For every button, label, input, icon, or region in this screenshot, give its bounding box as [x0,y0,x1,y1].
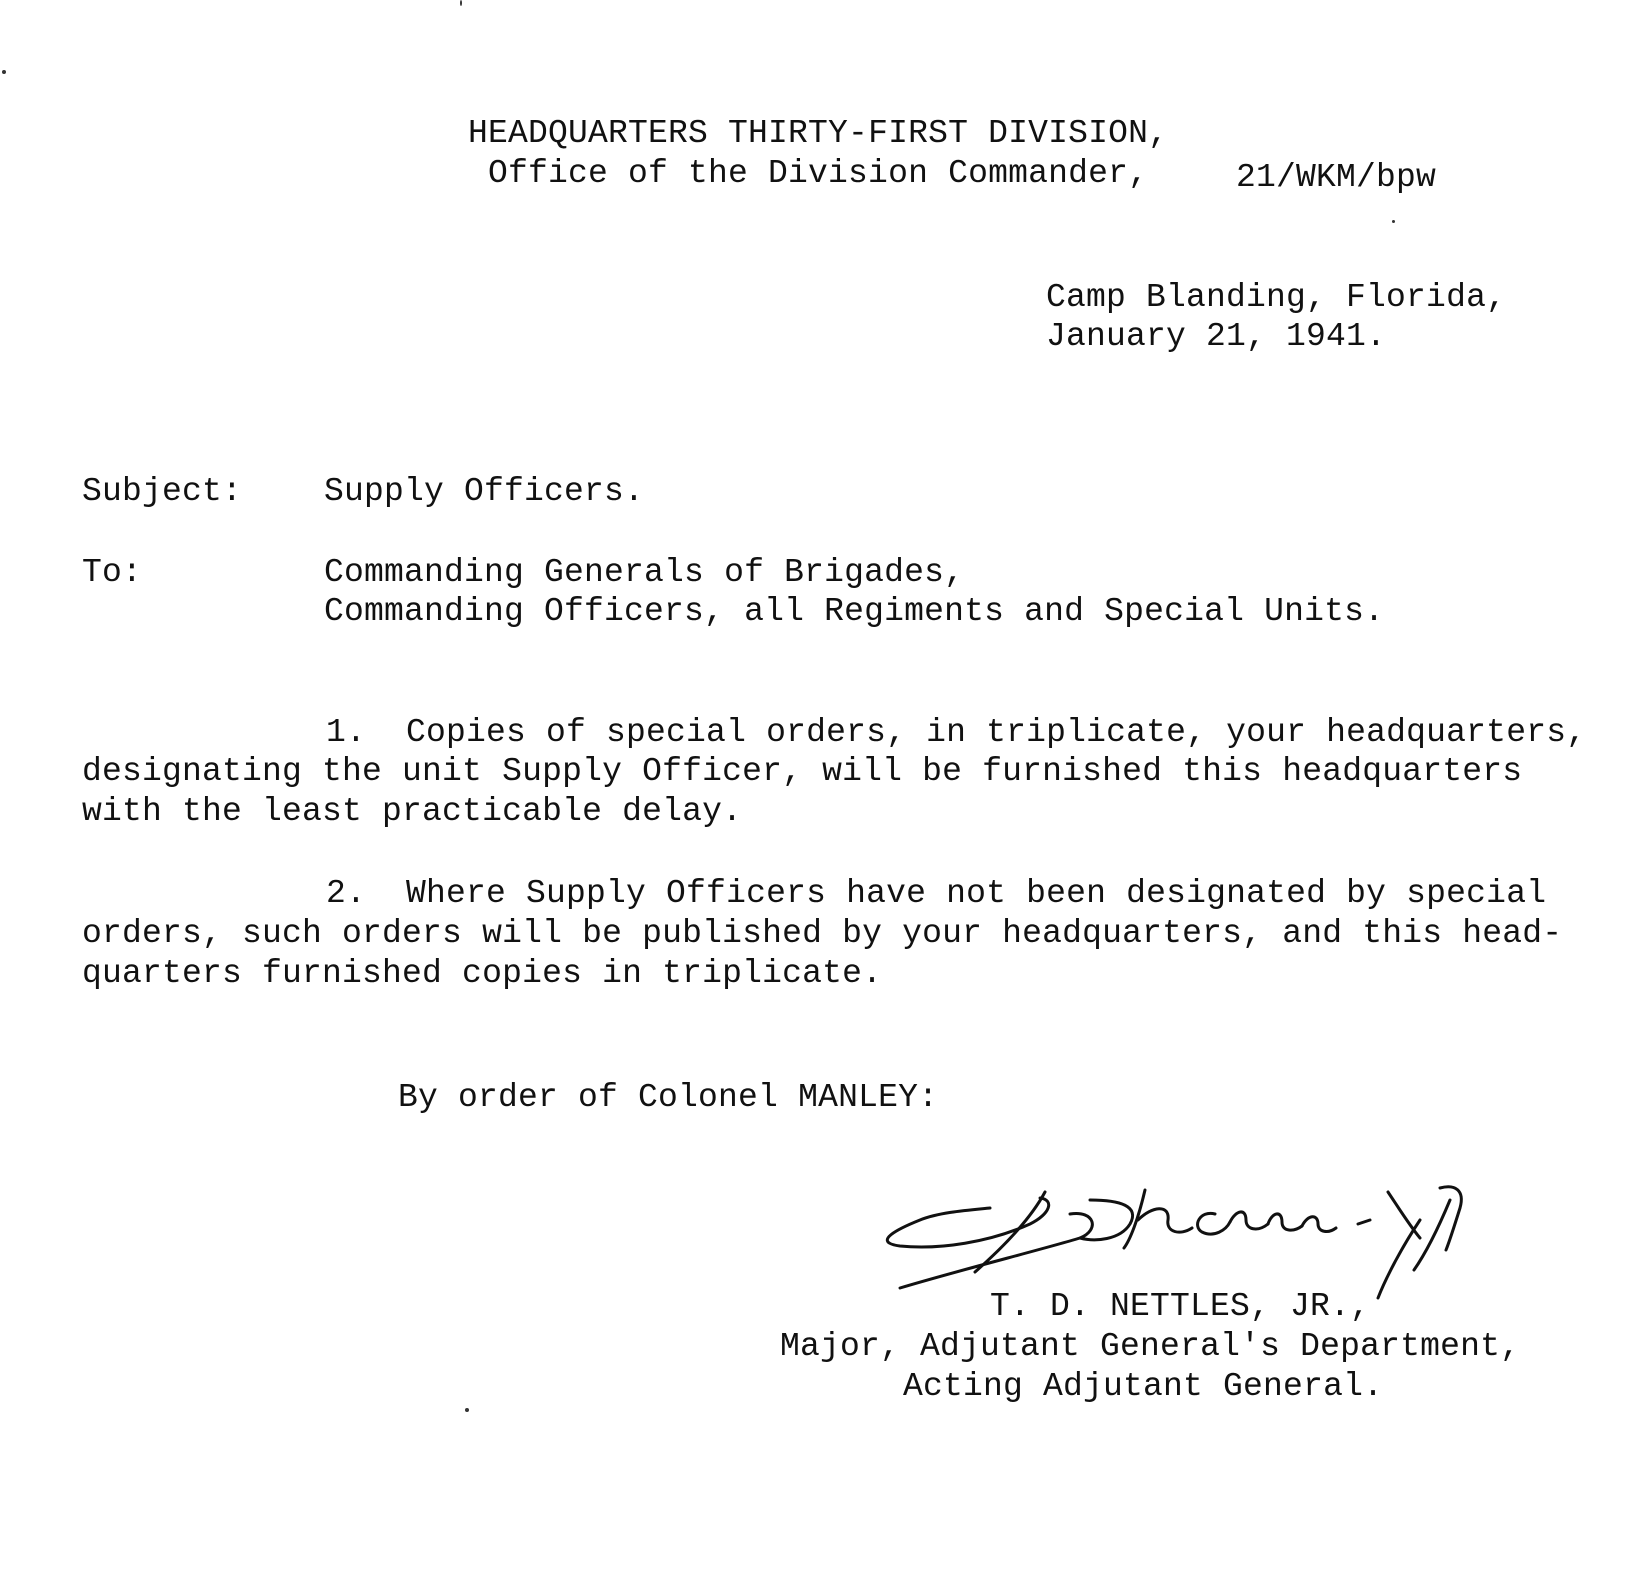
paragraph-2-line-1: 2. Where Supply Officers have not been designated by special [326,875,1547,912]
paragraph-1-line-2: designating the unit Supply Officer, will be furnished this headquarters [82,753,1523,790]
to-label: To: [82,554,143,591]
header-line-2: Office of the Division Commander, [488,155,1149,192]
signer-title-1: Major, Adjutant General's Department, [780,1328,1521,1365]
signer-title-2: Acting Adjutant General. [903,1368,1384,1405]
reference-code: 21/WKM/bpw [1236,159,1437,196]
scan-speck [2,70,6,74]
header-line-1: HEADQUARTERS THIRTY-FIRST DIVISION, [468,115,1169,152]
scan-speck [465,1408,469,1412]
subject-value: Supply Officers. [324,473,645,510]
to-line-2: Commanding Officers, all Regiments and Special Units. [324,593,1385,630]
authority-line: By order of Colonel MANLEY: [398,1079,939,1116]
paragraph-1-line-1: 1. Copies of special orders, in triplicate, your headquarters, [326,714,1587,751]
to-line-1: Commanding Generals of Brigades, [324,554,965,591]
date: January 21, 1941. [1046,318,1387,355]
place: Camp Blanding, Florida, [1046,279,1507,316]
subject-label: Subject: [82,473,243,510]
scan-speck [1392,220,1395,223]
paragraph-1-line-3: with the least practicable delay. [82,793,743,830]
paragraph-2-line-3: quarters furnished copies in triplicate. [82,955,883,992]
paragraph-2-line-2: orders, such orders will be published by your headquarters, and this head- [82,915,1563,952]
scan-speck [460,0,462,6]
signer-name: T. D. NETTLES, JR., [990,1288,1371,1325]
